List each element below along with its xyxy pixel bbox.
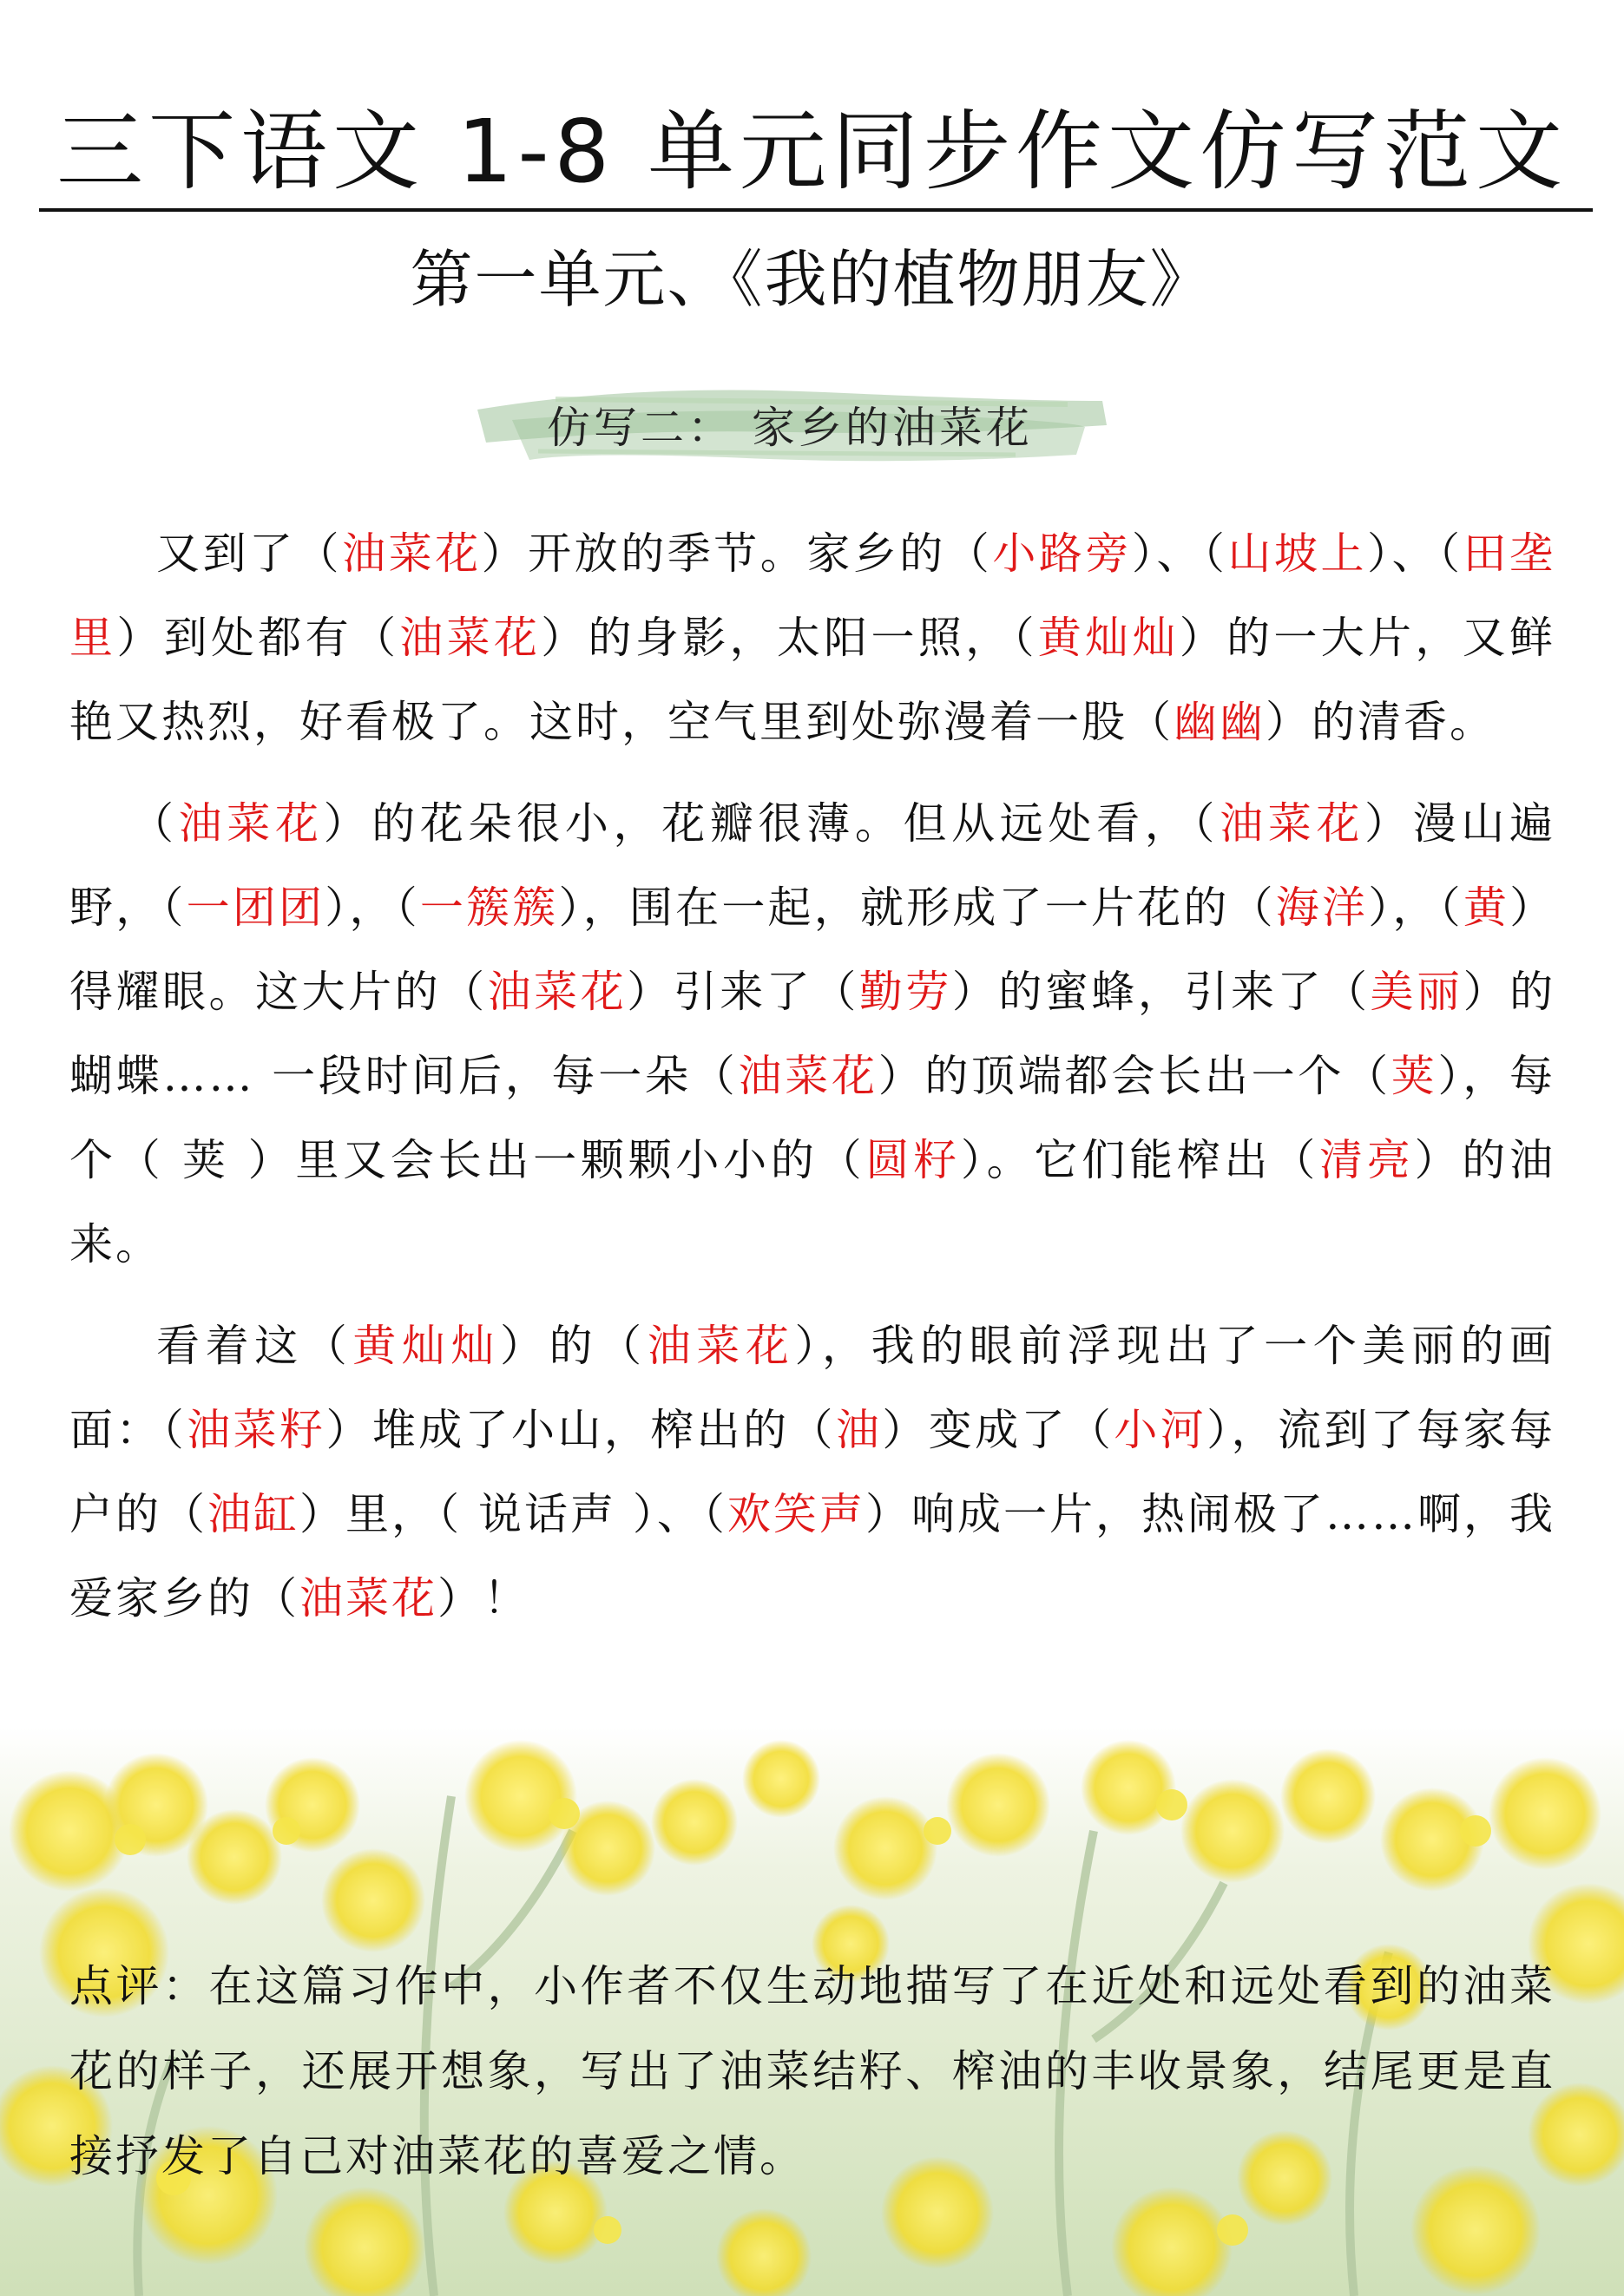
paragraph-text: ），（ bbox=[1368, 882, 1463, 933]
fill-in-answer: 油菜籽 bbox=[187, 1405, 326, 1455]
essay-paragraph-1 bbox=[69, 512, 1555, 764]
page-title: 三下语文 1-8 单元同步作文仿写范文 bbox=[56, 101, 1568, 202]
paragraph-text: ）的清香。 bbox=[1266, 697, 1496, 747]
paragraph-text: ）的油来。 bbox=[69, 1135, 1556, 1269]
essay-paragraph-2 bbox=[69, 782, 1555, 1287]
fill-in-answer: 小路旁 bbox=[992, 528, 1132, 579]
paragraph-text: 又到了（ bbox=[156, 528, 343, 579]
fill-in-answer: 油 bbox=[835, 1405, 883, 1455]
paragraph-text: ）里，（ 说话声 ）、（ bbox=[299, 1489, 727, 1539]
fill-in-answer: 油菜花 bbox=[299, 1573, 437, 1624]
paragraph-text: ）、（ bbox=[1131, 528, 1228, 579]
paragraph-text: ），围在一起，就形成了一片花的（ bbox=[558, 882, 1276, 933]
title-divider bbox=[39, 208, 1593, 212]
fill-in-answer: 黄灿灿 bbox=[1037, 613, 1180, 663]
teacher-comment: 点评：在这篇习作中，小作者不仅生动地描写了在近处和远处看到的油菜花的样子，还展开想象，写出了油菜结籽、榨油的丰收景象，结尾更是直接抒发了自己对油菜花的喜爱之情。 bbox=[69, 1961, 1555, 2181]
fill-in-answer: 黄灿灿 bbox=[352, 1321, 501, 1371]
paragraph-text: ）响成一片，热闹极了……啊，我爱家乡的（ bbox=[69, 1489, 1556, 1624]
fill-in-answer: 一簇簇 bbox=[419, 882, 559, 933]
fill-in-answer: 山坡上 bbox=[1227, 528, 1368, 579]
paragraph-text: ）的顶端都会长出一个（ bbox=[878, 1051, 1391, 1101]
paragraph-text: ），流到了每家每户的（ bbox=[69, 1405, 1555, 1539]
paragraph-text: ）的蜜蜂，引来了（ bbox=[951, 967, 1371, 1017]
paragraph-text: ）开放的季节。家乡的（ bbox=[481, 528, 993, 579]
fill-in-answer: 小河 bbox=[1114, 1405, 1207, 1455]
fill-in-answer: 油菜花 bbox=[1220, 798, 1365, 849]
paragraph-text: ）的花朵很小，花瓣很薄。但从远处看，（ bbox=[323, 798, 1220, 849]
fill-in-answer: 油缸 bbox=[207, 1489, 300, 1539]
paragraph-text: ）到处都有（ bbox=[116, 613, 400, 663]
fill-in-answer: 圆籽 bbox=[865, 1135, 961, 1185]
fill-in-answer: 油菜花 bbox=[342, 528, 482, 579]
fill-in-answer: 欢笑声 bbox=[727, 1489, 865, 1539]
fill-in-answer: 清亮 bbox=[1318, 1135, 1415, 1185]
unit-title: 第一单元、《我的植物朋友》 bbox=[410, 243, 1214, 316]
paragraph-text: ）的一大片，又鲜艳又热烈，好看极了。这时，空气里到处弥漫着一股（ bbox=[69, 613, 1556, 747]
fill-in-answer: 田垄里 bbox=[69, 528, 1556, 663]
paragraph-text: ）漫山遍野，（ bbox=[69, 798, 1556, 933]
fill-in-answer: 幽幽 bbox=[1174, 697, 1266, 747]
paragraph-text: ），（ bbox=[325, 882, 420, 933]
paragraph-text: ）变成了（ bbox=[882, 1405, 1114, 1455]
paragraph-text: ），我的眼前浮现出了一个美丽的画面：（ bbox=[69, 1321, 1556, 1455]
paragraph-text: 看着这（ bbox=[156, 1321, 353, 1371]
paragraph-text: ）堆成了小山，榨出的（ bbox=[325, 1405, 836, 1455]
fill-in-answer: 黄 bbox=[1463, 882, 1510, 933]
paragraph-text: ）的蝴蝶…… 一段时间后，每一朵（ bbox=[69, 967, 1556, 1101]
paragraph-text: ），每个（ 荚 ）里又会长出一颗颗小小的（ bbox=[69, 1051, 1556, 1185]
fill-in-answer: 油菜花 bbox=[487, 967, 628, 1017]
fill-in-answer: 油菜花 bbox=[178, 798, 324, 849]
fill-in-answer: 海洋 bbox=[1275, 882, 1369, 933]
fill-in-answer: 荚 bbox=[1391, 1051, 1438, 1101]
fill-in-answer: 勤劳 bbox=[858, 967, 952, 1017]
paragraph-text: ）。它们能榨出（ bbox=[960, 1135, 1319, 1185]
fill-in-answer: 美丽 bbox=[1370, 967, 1463, 1017]
fill-in-answer: 一团团 bbox=[186, 882, 325, 933]
essay-body bbox=[69, 512, 1555, 1658]
paragraph-text: ）的（ bbox=[500, 1321, 648, 1371]
paragraph-text: ）的身影，太阳一照，（ bbox=[541, 613, 1038, 663]
fill-in-answer: 油菜花 bbox=[738, 1051, 878, 1101]
fill-in-answer: 油菜花 bbox=[647, 1321, 795, 1371]
paragraph-text: ）！ bbox=[437, 1573, 529, 1624]
fill-in-answer: 油菜花 bbox=[399, 613, 542, 663]
paragraph-text: ）引来了（ bbox=[627, 967, 859, 1017]
essay-subtitle: 仿写二： 家乡的油菜花 bbox=[547, 403, 1033, 453]
essay-paragraph-3 bbox=[69, 1304, 1555, 1641]
paragraph-text: （ bbox=[130, 798, 179, 849]
paragraph-text: ）得耀眼。这大片的（ bbox=[69, 882, 1556, 1017]
paragraph-text: ）、（ bbox=[1367, 528, 1463, 579]
